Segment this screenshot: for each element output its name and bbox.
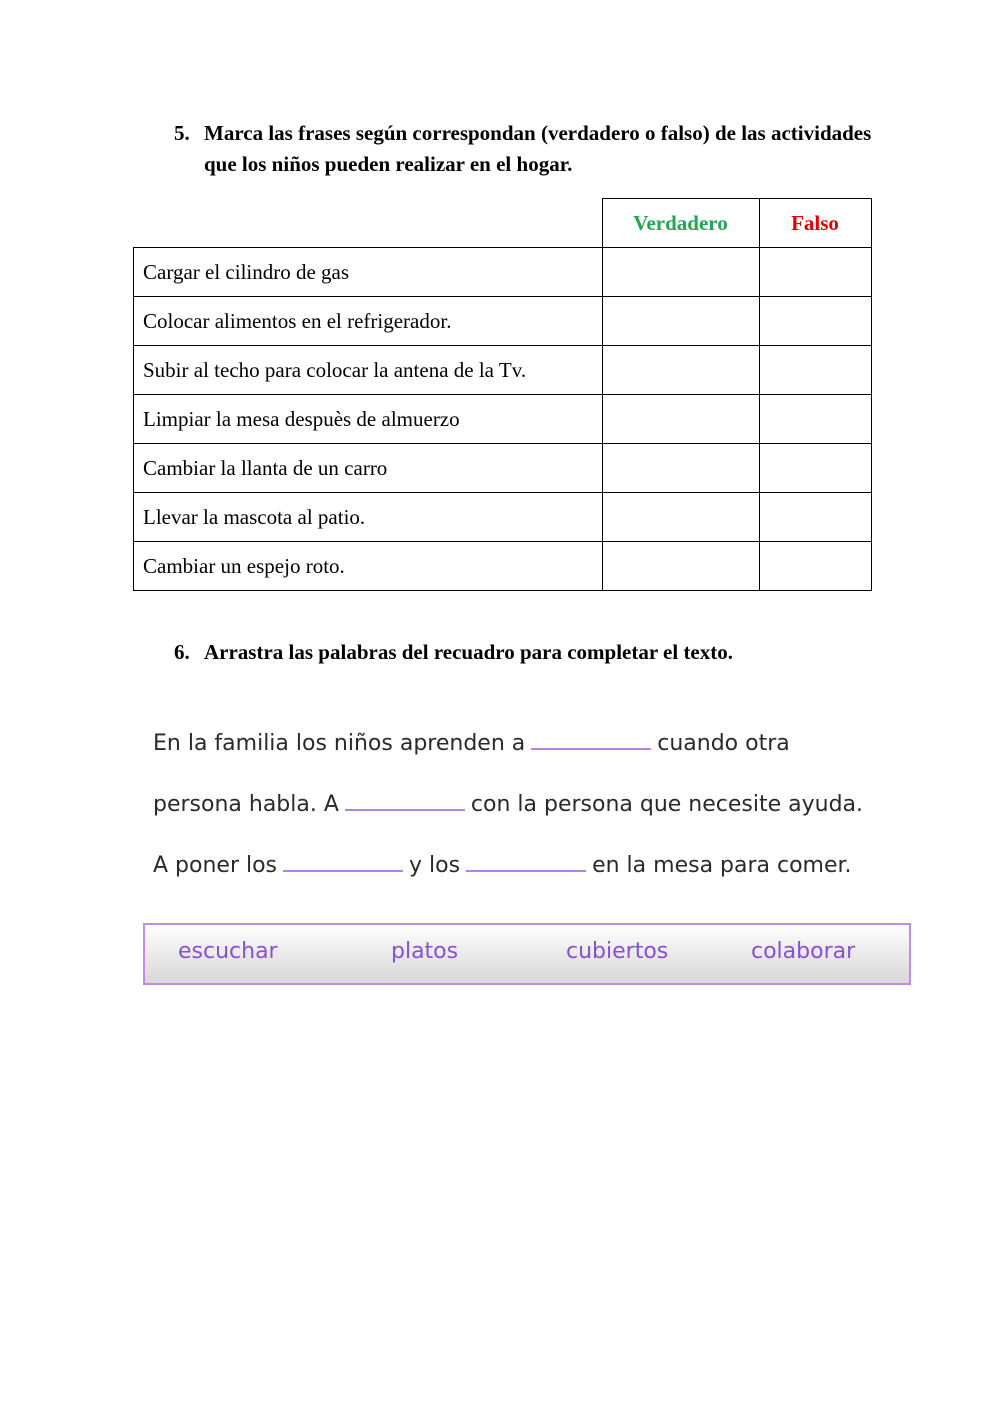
word-bank <box>143 923 911 985</box>
fill-text: y los <box>409 853 461 878</box>
drop-blank-1[interactable] <box>531 726 651 750</box>
true-false-table <box>133 198 872 591</box>
word-cubiertos[interactable]: cubiertos <box>566 939 669 964</box>
statement-cell: Colocar alimentos en el refrigerador. <box>134 297 603 346</box>
fill-line-3 <box>153 835 953 896</box>
drop-blank-4[interactable] <box>466 848 586 872</box>
false-checkbox-cell[interactable] <box>759 248 871 297</box>
word-platos[interactable]: platos <box>391 939 459 964</box>
fill-text: con la persona que necesite ayuda. <box>470 792 864 817</box>
false-checkbox-cell[interactable] <box>759 346 871 395</box>
true-checkbox-cell[interactable] <box>602 395 759 444</box>
fill-text: En la familia los niños aprenden a <box>153 731 526 756</box>
fill-line-2 <box>153 774 953 835</box>
statement-cell: Subir al techo para colocar la antena de la Tv. <box>134 346 603 395</box>
question-text: Arrastra las palabras del recuadro para completar el texto. <box>204 640 733 664</box>
false-checkbox-cell[interactable] <box>759 297 871 346</box>
fill-text: en la mesa para comer. <box>592 853 852 878</box>
true-checkbox-cell[interactable] <box>602 346 759 395</box>
fill-line-1 <box>153 713 953 774</box>
true-checkbox-cell[interactable] <box>602 493 759 542</box>
table-row <box>134 542 872 591</box>
fill-in-text <box>153 713 953 896</box>
table-row <box>134 248 872 297</box>
true-checkbox-cell[interactable] <box>602 444 759 493</box>
word-escuchar[interactable]: escuchar <box>178 939 278 964</box>
table-row <box>134 297 872 346</box>
drop-blank-3[interactable] <box>283 848 403 872</box>
statement-cell: Limpiar la mesa despuès de almuerzo <box>134 395 603 444</box>
table-row <box>134 444 872 493</box>
fill-text: persona habla. A <box>153 792 339 817</box>
table-header-row <box>134 199 872 248</box>
statement-cell: Cambiar la llanta de un carro <box>134 444 603 493</box>
statement-cell: Cambiar un espejo roto. <box>134 542 603 591</box>
false-checkbox-cell[interactable] <box>759 395 871 444</box>
table-row <box>134 346 872 395</box>
fill-text: A poner los <box>153 853 278 878</box>
false-checkbox-cell[interactable] <box>759 444 871 493</box>
question-number: 5. <box>174 121 190 145</box>
table-row <box>134 493 872 542</box>
header-verdadero: Verdadero <box>602 199 759 248</box>
true-checkbox-cell[interactable] <box>602 248 759 297</box>
false-checkbox-cell[interactable] <box>759 542 871 591</box>
false-checkbox-cell[interactable] <box>759 493 871 542</box>
question-number: 6. <box>174 640 190 664</box>
table-row <box>134 395 872 444</box>
fill-text: cuando otra <box>657 731 790 756</box>
question-5-title <box>174 118 874 180</box>
question-text: Marca las frases según correspondan (verdadero o falso) de las actividades que los niños pueden realizar en el hogar. <box>204 121 872 176</box>
header-empty-cell <box>134 199 603 248</box>
question-6-title <box>174 637 874 668</box>
header-falso: Falso <box>759 199 871 248</box>
drop-blank-2[interactable] <box>345 787 465 811</box>
true-checkbox-cell[interactable] <box>602 542 759 591</box>
statement-cell: Llevar la mascota al patio. <box>134 493 603 542</box>
true-checkbox-cell[interactable] <box>602 297 759 346</box>
statement-cell: Cargar el cilindro de gas <box>134 248 603 297</box>
word-colaborar[interactable]: colaborar <box>751 939 856 964</box>
